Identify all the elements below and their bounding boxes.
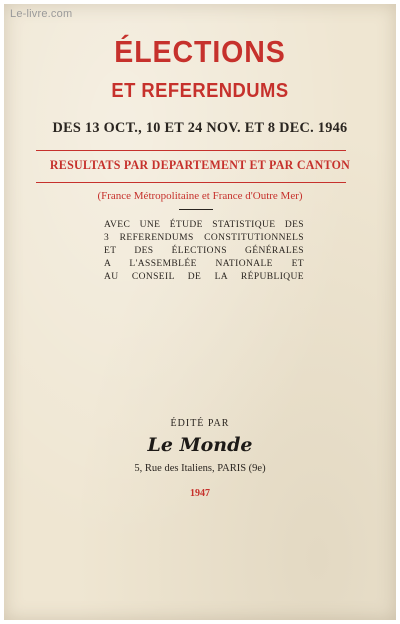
watermark: Le-livre.com — [10, 8, 73, 20]
description-line: ET DES ÉLECTIONS GÉNÉRALES — [104, 246, 304, 256]
red-rule-top — [36, 150, 346, 151]
edited-by-label: ÉDITÉ PAR — [170, 418, 230, 429]
subtitle: RESULTATS PAR DEPARTEMENT ET PAR CANTON — [49, 157, 351, 172]
publication-year: 1947 — [190, 488, 210, 499]
description-line: 3 REFERENDUMS CONSTITUTIONNELS — [104, 233, 304, 243]
title-line-1: ÉLECTIONS — [114, 34, 286, 69]
publisher-address: 5, Rue des Italiens, PARIS (9e) — [134, 463, 266, 474]
book-cover — [4, 4, 396, 620]
description-line: AU CONSEIL DE LA RÉPUBLIQUE — [104, 272, 304, 282]
publisher-name: Le Monde — [147, 434, 253, 456]
description-line: AVEC UNE ÉTUDE STATISTIQUE DES — [104, 220, 304, 230]
description-line: A L'ASSEMBLÉE NATIONALE ET — [104, 259, 304, 269]
description-block — [104, 219, 304, 284]
red-rule-bottom — [36, 182, 346, 183]
title-line-2: ET REFERENDUMS — [111, 80, 289, 102]
short-divider — [179, 209, 213, 210]
election-dates: DES 13 OCT., 10 ET 24 NOV. ET 8 DEC. 1946 — [52, 120, 348, 136]
scope-note: (France Métropolitaine et France d'Outre Mer) — [97, 190, 303, 202]
